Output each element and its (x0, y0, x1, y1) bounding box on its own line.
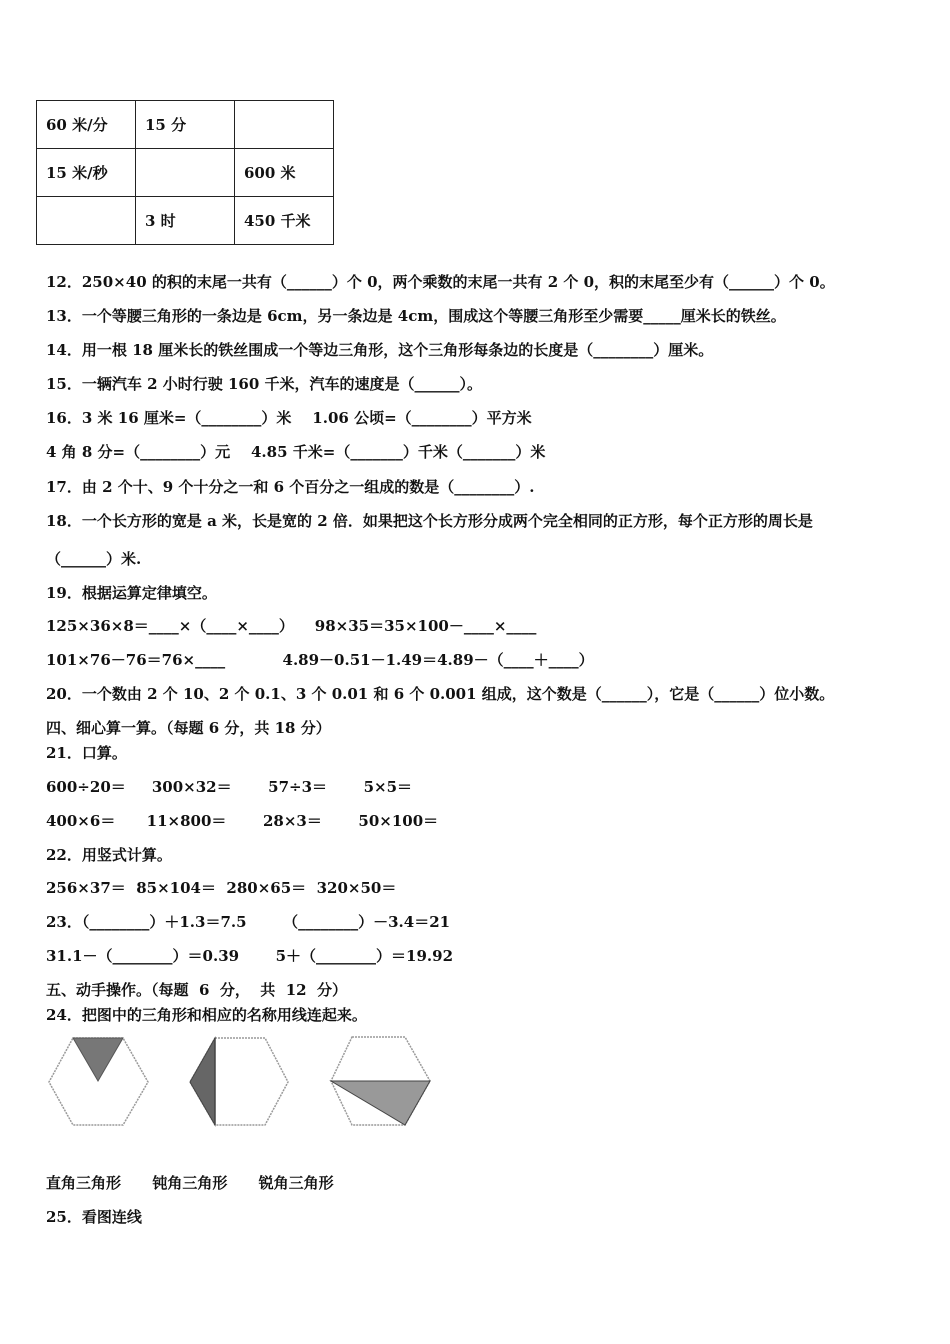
question-13: 13．一个等腰三角形的一条边是 6cm，另一条边是 4cm，围成这个等腰三角形至少需要_____厘米长的铁丝。 (46, 307, 786, 325)
table-cell: 15 米/秒 (37, 149, 136, 197)
hexagon-figures (0, 1030, 500, 1140)
question-20: 20．一个数由 2 个 10、2 个 0.1、3 个 0.01 和 6 个 0.001 组成，这个数是（______），它是（______）位小数。 (46, 685, 835, 703)
question-19: 19．根据运算定律填空。 (46, 584, 217, 602)
table-cell: 450 千米 (235, 197, 334, 245)
question-22a: 256×37＝ 85×104＝ 280×65＝ 320×50＝ (46, 879, 397, 897)
question-15: 15．一辆汽车 2 小时行驶 160 千米，汽车的速度是（______）。 (46, 375, 483, 393)
question-16b: 4 角 8 分=（________）元 4.85 千米=（_______）千米（_______）米 (46, 443, 546, 461)
table-cell: 600 米 (235, 149, 334, 197)
question-22: 22．用竖式计算。 (46, 846, 172, 864)
question-25: 25．看图连线 (46, 1208, 142, 1226)
table-cell (136, 149, 235, 197)
question-18b: （______）米. (46, 550, 142, 568)
section-4-heading: 四、细心算一算。（每题 6 分，共 18 分） (46, 719, 331, 737)
question-18a: 18．一个长方形的宽是 a 米，长是宽的 2 倍．如果把这个长方形分成两个完全相同的正方形，每个正方形的周长是 (46, 512, 813, 530)
section-5-heading: 五、动手操作。（每题 6 分， 共 12 分） (46, 981, 348, 999)
question-14: 14．用一根 18 厘米长的铁丝围成一个等边三角形，这个三角形每条边的长度是（________）厘米。 (46, 341, 714, 359)
table-cell (37, 197, 136, 245)
triangle-names: 直角三角形 钝角三角形 锐角三角形 (46, 1174, 334, 1192)
question-23a: 23．（________）＋1.3＝7.5 （________）－3.4＝21 (46, 913, 451, 931)
table-cell: 15 分 (136, 101, 235, 149)
speed-table (36, 100, 334, 245)
question-23b: 31.1－（________）＝0.39 5＋（________）＝19.92 (46, 947, 454, 965)
question-19a: 125×36×8＝____×（____×____） 98×35＝35×100－____×____ (46, 617, 537, 635)
question-21a: 600÷20＝ 300×32＝ 57÷3＝ 5×5＝ (46, 778, 413, 796)
table-cell: 3 时 (136, 197, 235, 245)
table-cell (235, 101, 334, 149)
question-17: 17．由 2 个十、9 个十分之一和 6 个百分之一组成的数是（________）. (46, 478, 535, 496)
question-19b: 101×76－76＝76×____ 4.89－0.51－1.49＝4.89－（____＋____） (46, 651, 594, 669)
question-24: 24．把图中的三角形和相应的名称用线连起来。 (46, 1006, 367, 1024)
table-cell: 60 米/分 (37, 101, 136, 149)
question-21: 21．口算。 (46, 744, 127, 762)
question-21b: 400×6＝ 11×800＝ 28×3＝ 50×100＝ (46, 812, 439, 830)
question-12: 12．250×40 的积的末尾一共有（______）个 0，两个乘数的末尾一共有 2 个 0，积的末尾至少有（______）个 0。 (46, 273, 835, 291)
question-16a: 16．3 米 16 厘米=（________）米 1.06 公顷=（________）平方米 (46, 409, 532, 427)
shaded-triangle-2 (190, 1038, 215, 1125)
